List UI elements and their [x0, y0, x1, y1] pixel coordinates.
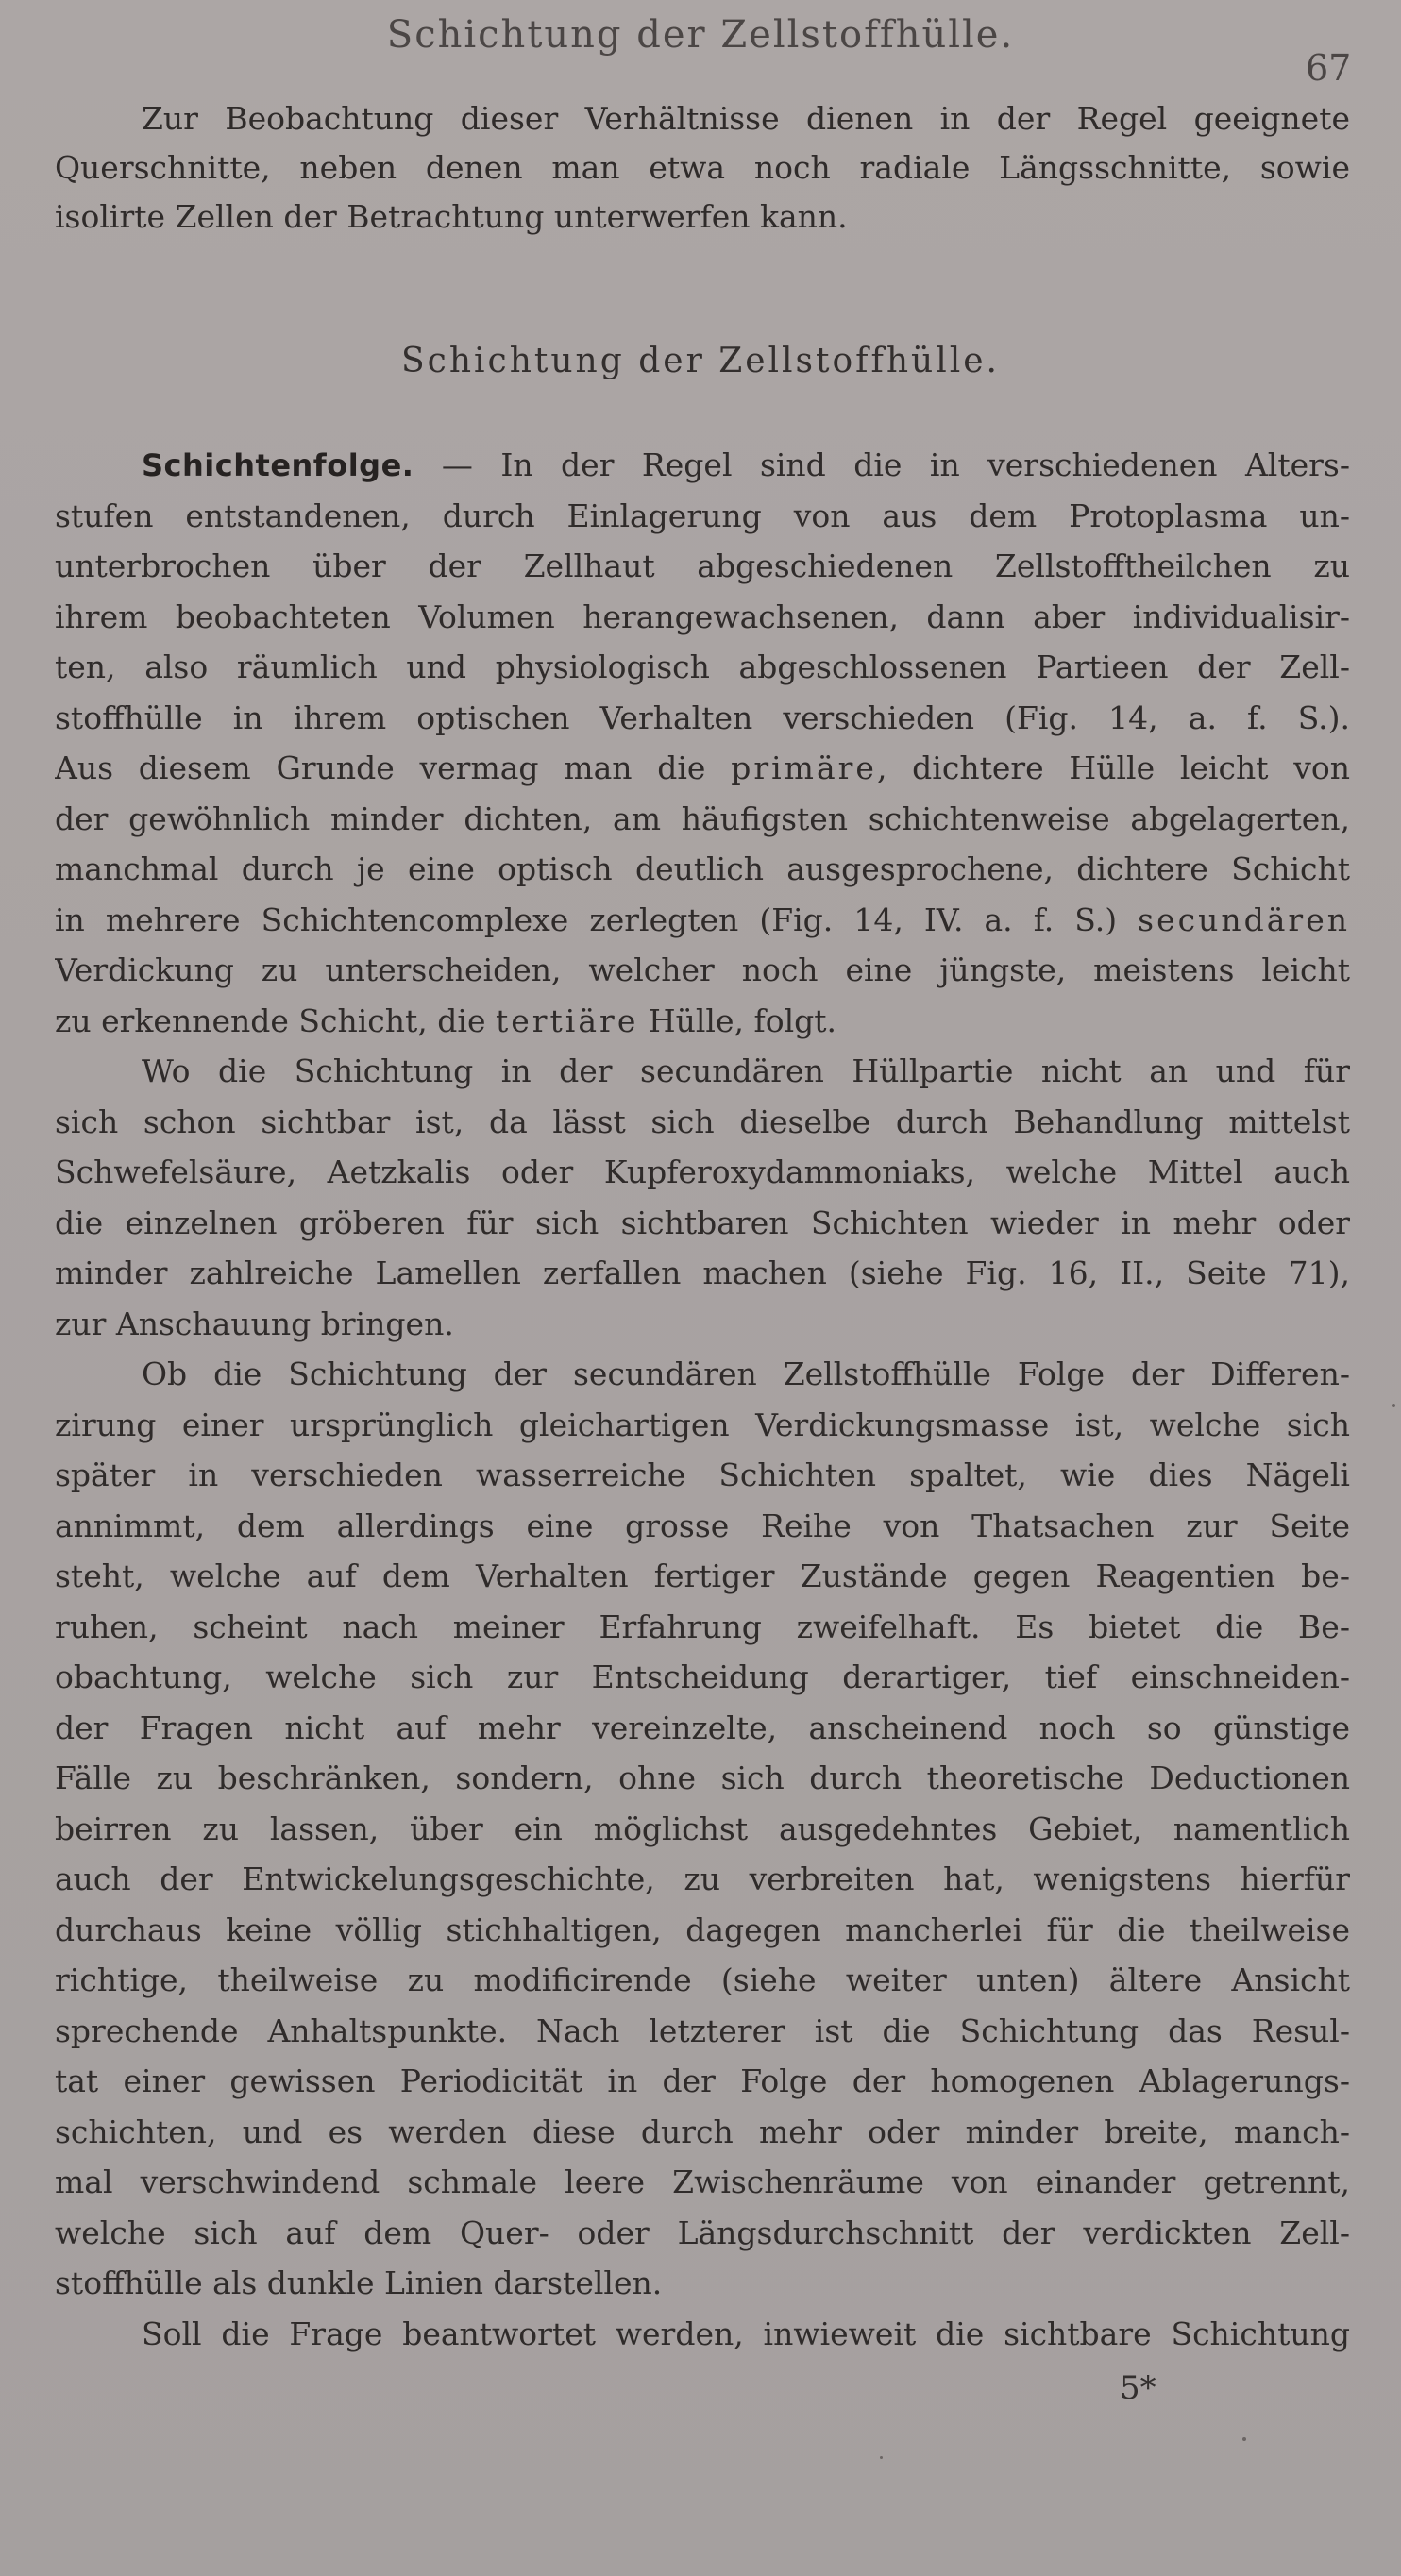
text-line: Querschnitte, neben denen man etwa noch radiale Längsschnitte, sowie — [55, 149, 1350, 186]
text-line: ruhen, scheint nach meiner Erfahrung zweifelhaft. Es bietet die Be- — [55, 1608, 1350, 1645]
text-line: Schwefelsäure, Aetzkalis oder Kupferoxydammoniaks, welche Mittel auch — [55, 1153, 1350, 1190]
signature-mark: 5* — [1120, 2369, 1156, 2407]
body-text — [55, 440, 1350, 2359]
text-fragment: Aus diesem Grunde vermag man die — [55, 749, 706, 786]
text-line: durchaus keine völlig stichhaltigen, dagegen mancherlei für die theilweise — [55, 1911, 1350, 1948]
text-fragment: — In der Regel sind die in verschiedenen Alters- — [441, 446, 1350, 483]
text-line: manchmal durch je eine optisch deutlich ausgesprochene, dichtere Schicht — [55, 850, 1350, 887]
text-line: minder zahlreiche Lamellen zerfallen machen (siehe Fig. 16, II., Seite 71), — [55, 1254, 1350, 1291]
section-title: Schichtung der Zellstoffhülle. — [401, 342, 1000, 380]
text-line: zirung einer ursprünglich gleichartigen Verdickungsmasse ist, welche sich — [55, 1406, 1350, 1443]
page-number: 67 — [1306, 47, 1352, 89]
paper-speck — [1392, 1404, 1395, 1407]
text-line: Zur Beobachtung dieser Verhältnisse dienen in der Regel geeignete — [142, 100, 1350, 137]
text-line: schichten, und es werden diese durch mehr oder minder breite, manch- — [55, 2113, 1350, 2150]
text-line: stufen entstandenen, durch Einlagerung von aus dem Protoplasma un- — [55, 497, 1350, 534]
text-line: die einzelnen gröberen für sich sichtbaren Schichten wieder in mehr oder — [55, 1204, 1350, 1241]
text-line: sich schon sichtbar ist, da lässt sich dieselbe durch Behandlung mittelst — [55, 1103, 1350, 1140]
text-line: ten, also räumlich und physiologisch abgeschlossenen Partieen der Zell- — [55, 648, 1350, 685]
intro-paragraph — [55, 94, 1350, 242]
text-line: Fälle zu beschränken, sondern, ohne sich durch theoretische Deductionen — [55, 1759, 1350, 1796]
text-line: Ob die Schichtung der secundären Zellstoffhülle Folge der Differen- — [142, 1355, 1350, 1392]
text-line: Verdickung zu unterscheiden, welcher noch eine jüngste, meistens leicht — [55, 951, 1350, 988]
text-line — [55, 996, 1350, 1047]
emphasized-term: primäre — [731, 749, 877, 786]
text-line: isolirte Zellen der Betrachtung unterwerfen kann. — [55, 198, 848, 235]
text-line: sprechende Anhaltspunkte. Nach letzterer ist die Schichtung das Resul- — [55, 2012, 1350, 2049]
text-line: obachtung, welche sich zur Entscheidung derartiger, tief einschneiden- — [55, 1658, 1350, 1695]
text-line: Soll die Frage beantwortet werden, inwieweit die sichtbare Schichtung — [142, 2315, 1350, 2352]
text-line: steht, welche auf dem Verhalten fertiger Zustände gegen Reagentien be- — [55, 1557, 1350, 1594]
text-line: welche sich auf dem Quer- oder Längsdurchschnitt der verdickten Zell- — [55, 2214, 1350, 2251]
running-head: Schichtung der Zellstoffhülle. — [386, 13, 1015, 57]
text-line — [55, 895, 1350, 946]
text-line: stoffhülle als dunkle Linien darstellen. — [55, 2265, 663, 2301]
text-line: der gewöhnlich minder dichten, am häufigsten schichtenweise abgelagerten, — [55, 800, 1350, 837]
paragraph-heading: Schichtenfolge. — [142, 447, 414, 483]
text-fragment: in mehrere Schichtencomplexe zerlegten (Fig. 14, IV. a. f. S.) — [55, 901, 1118, 938]
emphasized-term: secundären — [1138, 901, 1350, 938]
text-line: unterbrochen über der Zellhaut abgeschiedenen Zellstofftheilchen zu — [55, 547, 1350, 584]
text-line: auch der Entwickelungsgeschichte, zu verbreiten hat, wenigstens hierfür — [55, 1860, 1350, 1897]
text-line: ihrem beobachteten Volumen herangewachsenen, dann aber individualisir- — [55, 598, 1350, 635]
text-line: mal verschwindend schmale leere Zwischenräume von einander getrennt, — [55, 2164, 1350, 2200]
text-fragment: , dichtere Hülle leicht von — [876, 749, 1350, 786]
paper-speck — [1242, 2437, 1246, 2441]
text-line: zur Anschauung bringen. — [55, 1305, 454, 1342]
emphasized-term: tertiäre — [495, 1002, 639, 1039]
text-line: später in verschieden wasserreiche Schichten spaltet, wie dies Nägeli — [55, 1456, 1350, 1493]
text-line: stoffhülle in ihrem optischen Verhalten verschieden (Fig. 14, a. f. S.). — [55, 699, 1350, 736]
text-line: annimmt, dem allerdings eine grosse Reihe von Thatsachen zur Seite — [55, 1507, 1350, 1544]
text-line: der Fragen nicht auf mehr vereinzelte, anscheinend noch so günstige — [55, 1709, 1350, 1746]
text-fragment: zu erkennende Schicht, die — [55, 1002, 486, 1039]
paper-speck — [880, 2456, 883, 2459]
text-fragment: Hülle, folgt. — [648, 1002, 837, 1039]
text-line: Wo die Schichtung in der secundären Hüllpartie nicht an und für — [142, 1052, 1350, 1089]
text-line — [55, 440, 1350, 491]
text-line — [55, 743, 1350, 794]
text-line: beirren zu lassen, über ein möglichst ausgedehntes Gebiet, namentlich — [55, 1810, 1350, 1847]
text-line: tat einer gewissen Periodicität in der Folge der homogenen Ablagerungs- — [55, 2062, 1350, 2099]
text-line: richtige, theilweise zu modificirende (siehe weiter unten) ältere Ansicht — [55, 1961, 1350, 1998]
